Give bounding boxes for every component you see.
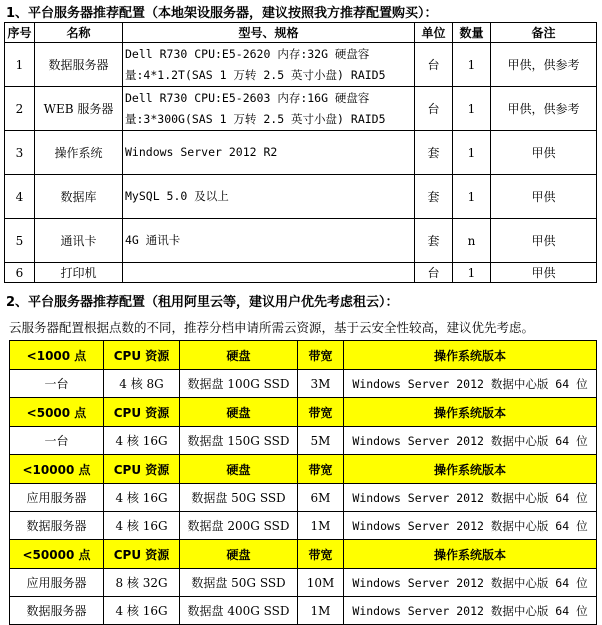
table-row [10,569,597,597]
table-row [10,370,597,398]
cell-bandwidth: 6M [298,484,344,512]
tier-50000-header-row [10,540,597,569]
row-name: 数据库 [35,175,123,219]
table-row [5,175,597,219]
header-bandwidth: 带宽 [298,455,344,484]
cell-bandwidth: 5M [298,427,344,455]
row-note: 甲供 [491,219,597,263]
header-unit: 单位 [415,23,453,43]
spec-line: 量:4*1.2T(SAS 1 万转 2.5 英寸小盘) RAID5 [125,67,386,82]
local-server-table [4,22,597,283]
tier-5000-header-row [10,398,597,427]
cloud-note: 云服务器配置根据点数的不同，推荐分档申请所需云资源，基于云安全性较高，建议优先考虑。 [9,320,535,335]
header-bandwidth: 带宽 [298,398,344,427]
row-unit: 套 [415,175,453,219]
cell-cpu: 8 核 32G [104,569,180,597]
row-name: 数据服务器 [35,43,123,87]
header-bandwidth: 带宽 [298,341,344,370]
cell-disk: 数据盘 200G SSD [180,512,298,540]
spec-line: Dell R730 CPU:E5-2620 内存:32G 硬盘容 [125,46,370,61]
row-qty: 1 [453,175,491,219]
row-qty: 1 [453,263,491,283]
cell-disk: 数据盘 400G SSD [180,597,298,625]
header-bandwidth: 带宽 [298,540,344,569]
cell-os: Windows Server 2012 数据中心版 64 位 [344,597,597,625]
spec-line: Dell R730 CPU:E5-2603 内存:16G 硬盘容 [125,90,370,105]
header-note: 备注 [491,23,597,43]
row-note: 甲供，供参考 [491,43,597,87]
row-note: 甲供，供参考 [491,87,597,131]
cell-bandwidth: 10M [298,569,344,597]
header-points: <10000 点 [10,455,104,484]
cell-disk: 数据盘 50G SSD [180,484,298,512]
header-points: <5000 点 [10,398,104,427]
cell-cpu: 4 核 16G [104,484,180,512]
row-qty: n [453,219,491,263]
cell-disk: 数据盘 50G SSD [180,569,298,597]
header-disk: 硬盘 [180,398,298,427]
row-name: WEB 服务器 [35,87,123,131]
row-unit: 套 [415,131,453,175]
section-1-title: 1、平台服务器推荐配置（本地架设服务器，建议按照我方推荐配置购买）： [6,6,438,21]
cell-os: Windows Server 2012 数据中心版 64 位 [344,370,597,398]
spec-line: 量:3*300G(SAS 1 万转 2.5 英寸小盘) RAID5 [125,111,386,126]
row-unit: 台 [415,43,453,87]
row-no: 5 [5,219,35,263]
section-2-title: 2、平台服务器推荐配置（租用阿里云等，建议用户优先考虑租云）： [6,295,399,310]
row-name: 通讯卡 [35,219,123,263]
header-disk: 硬盘 [180,341,298,370]
cell-points: 数据服务器 [10,512,104,540]
cell-points: 应用服务器 [10,484,104,512]
cell-disk: 数据盘 100G SSD [180,370,298,398]
cell-bandwidth: 1M [298,597,344,625]
cell-os: Windows Server 2012 数据中心版 64 位 [344,569,597,597]
row-no: 3 [5,131,35,175]
header-points: <1000 点 [10,341,104,370]
header-cpu: CPU 资源 [104,540,180,569]
header-cpu: CPU 资源 [104,455,180,484]
header-os: 操作系统版本 [344,540,597,569]
cell-points: 数据服务器 [10,597,104,625]
row-no: 6 [5,263,35,283]
header-qty: 数量 [453,23,491,43]
table-row [5,219,597,263]
header-spec: 型号、规格 [123,23,415,43]
row-unit: 台 [415,87,453,131]
table-row [10,597,597,625]
row-spec [123,43,415,87]
header-name: 名称 [35,23,123,43]
row-note: 甲供 [491,263,597,283]
row-qty: 1 [453,87,491,131]
header-disk: 硬盘 [180,540,298,569]
row-name: 操作系统 [35,131,123,175]
cell-bandwidth: 1M [298,512,344,540]
table-row [10,512,597,540]
tier-1000-header-row [10,341,597,370]
cell-os: Windows Server 2012 数据中心版 64 位 [344,512,597,540]
row-spec: Windows Server 2012 R2 [123,131,415,175]
row-qty: 1 [453,131,491,175]
row-spec: MySQL 5.0 及以上 [123,175,415,219]
header-no: 序号 [5,23,35,43]
cell-os: Windows Server 2012 数据中心版 64 位 [344,484,597,512]
row-no: 2 [5,87,35,131]
cell-points: 一台 [10,370,104,398]
cell-os: Windows Server 2012 数据中心版 64 位 [344,427,597,455]
header-os: 操作系统版本 [344,341,597,370]
header-os: 操作系统版本 [344,455,597,484]
row-name: 打印机 [35,263,123,283]
table-row [10,484,597,512]
header-cpu: CPU 资源 [104,398,180,427]
row-spec [123,87,415,131]
cell-cpu: 4 核 16G [104,427,180,455]
cell-points: 应用服务器 [10,569,104,597]
header-cpu: CPU 资源 [104,341,180,370]
row-spec: 4G 通讯卡 [123,219,415,263]
cell-cpu: 4 核 8G [104,370,180,398]
header-points: <50000 点 [10,540,104,569]
tier-10000-header-row [10,455,597,484]
row-qty: 1 [453,43,491,87]
row-no: 4 [5,175,35,219]
row-unit: 套 [415,219,453,263]
row-unit: 台 [415,263,453,283]
header-disk: 硬盘 [180,455,298,484]
header-os: 操作系统版本 [344,398,597,427]
cell-bandwidth: 3M [298,370,344,398]
table-row [5,263,597,283]
row-no: 1 [5,43,35,87]
table-header-row [5,23,597,43]
table-row [10,427,597,455]
cell-disk: 数据盘 150G SSD [180,427,298,455]
row-spec [123,263,415,283]
cell-cpu: 4 核 16G [104,597,180,625]
row-note: 甲供 [491,175,597,219]
cell-points: 一台 [10,427,104,455]
table-row [5,43,597,87]
table-row [5,131,597,175]
table-row [5,87,597,131]
cloud-server-table [9,340,597,625]
cell-cpu: 4 核 16G [104,512,180,540]
row-note: 甲供 [491,131,597,175]
